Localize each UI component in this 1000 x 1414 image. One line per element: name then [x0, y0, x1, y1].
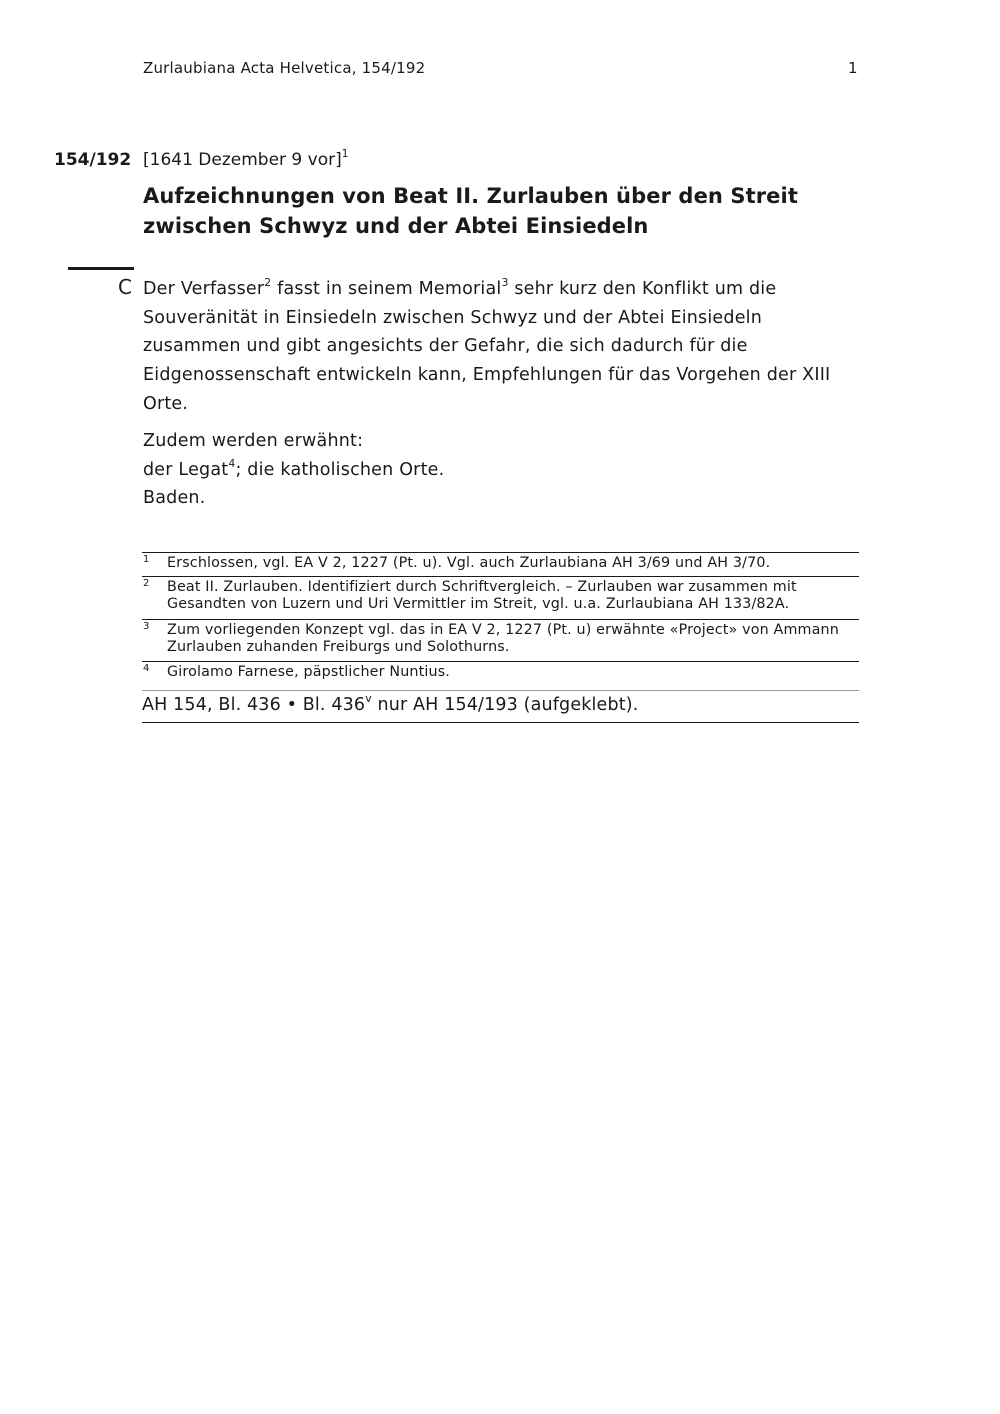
- mentions-intro: Zudem werden erwähnt:: [143, 431, 364, 451]
- mentions-line: [143, 456, 833, 485]
- footnote-number: 4: [143, 663, 150, 674]
- source-part: AH 154, Bl. 436 • Bl. 436: [142, 695, 366, 715]
- document-date: [143, 150, 348, 170]
- footnote-text: Erschlossen, vgl. EA V 2, 1227 (Pt. u). Vgl. auch Zurlaubiana AH 3/69 und AH 3/70.: [167, 555, 771, 571]
- margin-rule: [68, 267, 134, 270]
- mentions-text: der Legat: [143, 459, 229, 480]
- footnote-text: Beat II. Zurlauben. Identifiziert durch Schriftvergleich. – Zurlauben war zusammen mit Gesandten von Luzern und Uri Vermittler im Streit, vgl. u.a. Zurlaubiana AH 133/82A.: [167, 579, 797, 612]
- footnote-ref[interactable]: 4: [228, 456, 236, 470]
- footnote-number: 3: [143, 621, 150, 632]
- abstract-text: Der Verfasser: [143, 279, 265, 299]
- document-title: Aufzeichnungen von Beat II. Zurlauben über den Streit zwischen Schwyz und der Abtei Einsiedeln: [143, 184, 798, 238]
- mentions-text: ; die katholischen Orte.: [235, 459, 445, 480]
- running-title: Zurlaubiana Acta Helvetica, 154/192: [143, 59, 426, 77]
- footnote-number: 2: [143, 578, 150, 589]
- mentions-block: [143, 427, 833, 513]
- abstract-text: fasst in seinem Memorial: [271, 279, 502, 299]
- footnote: [142, 619, 859, 662]
- document-number: 154/192: [54, 150, 132, 170]
- page-number: 1: [848, 59, 858, 77]
- source-verso-mark: v: [365, 692, 372, 706]
- footnote-ref[interactable]: 1: [341, 148, 349, 161]
- footnote-number: 1: [143, 554, 150, 565]
- abstract-text: sehr kurz den Konflikt um die Souveränität in Einsiedeln zwischen Schwyz und der Abtei Einsiedeln zusammen und gibt angesichts der Gefahr, die sich dadurch für die Eidgenossenschaft entwickeln kann, Empfehlungen für das Vorgehen der XIII Orte.: [143, 279, 831, 414]
- footnote-ref[interactable]: 3: [501, 276, 509, 290]
- footnote-text: Zum vorliegenden Konzept vgl. das in EA V 2, 1227 (Pt. u) erwähnte «Project» von Ammann Zurlauben zuhanden Freiburgs und Solothurns.: [167, 622, 839, 655]
- abstract-paragraph: [143, 275, 833, 419]
- footnote: [142, 661, 859, 692]
- mentions-line: Baden.: [143, 488, 206, 509]
- footnote-ref[interactable]: 2: [264, 276, 272, 290]
- source-part: nur AH 154/193 (aufgeklebt).: [371, 695, 639, 715]
- source-reference: [142, 690, 859, 723]
- source-text: [142, 692, 639, 715]
- footnote: [142, 552, 859, 577]
- footnote: [142, 576, 859, 619]
- document-date-text: [1641 Dezember 9 vor]: [143, 150, 342, 170]
- document-type-letter: C: [118, 275, 132, 299]
- footnote-text: Girolamo Farnese, päpstlicher Nuntius.: [167, 664, 451, 680]
